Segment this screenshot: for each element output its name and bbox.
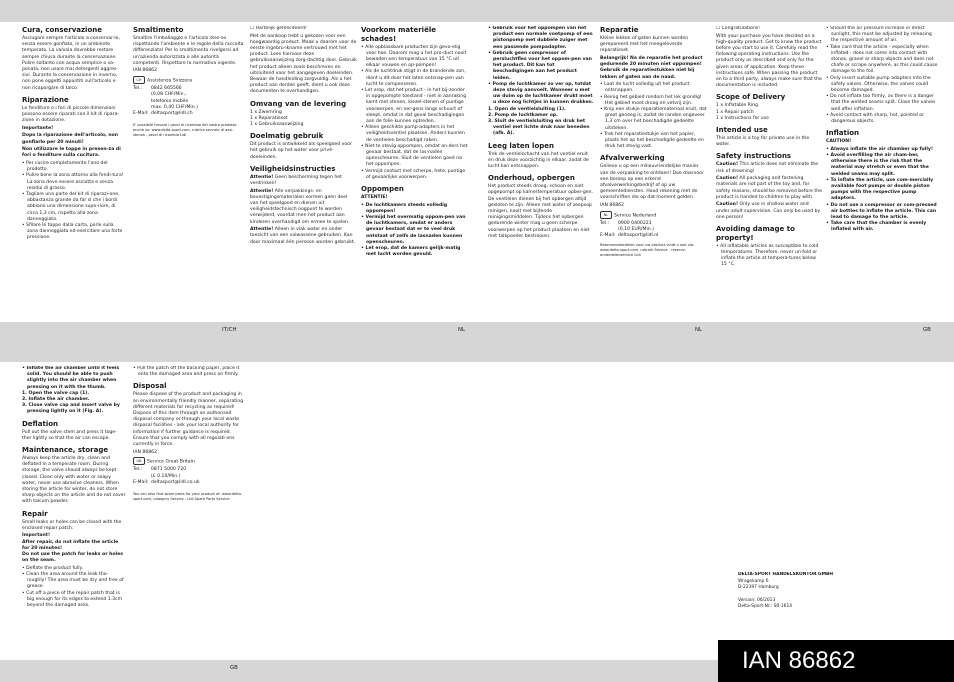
spare-parts-note: You can also find spare parts for your product at: www.delta-sport.com, category Service - Lidl Spare Parts Service bbox=[133, 491, 243, 501]
scope-item: 1 x Gebruiksaanwijzing bbox=[250, 122, 304, 128]
ian-number: IAN 86862 bbox=[133, 449, 158, 455]
list-item: • To inflate the article, use com-mercially available foot pumps or double piston pumps with the respective pump adaptors. bbox=[826, 177, 934, 202]
deflation-text: Pull out the valve stem and press it toge-ther lightly so that the air can escape. bbox=[22, 429, 117, 441]
checkbox-icon: ☐ bbox=[250, 26, 255, 31]
list-item: • Do not use a compressor or com-pressed air bottles to inflate the article. This can lead to damage to the article. bbox=[826, 202, 937, 221]
list-item: • Per cucire completamente l'ano del prodotto. bbox=[22, 161, 108, 173]
list-item: • Tagliare una parte del kit di riparazi-one, abbastanza grande da far sì che i bordi abbiano una dimensione supe-riore, di circa 1,3 cm, rispetto alla zona danneggiata. bbox=[22, 192, 120, 222]
list-item: • Sfilare le toppe dalla carta, porle sulla zona danneggiata ed esercitare una forte pressione. bbox=[22, 223, 123, 241]
heading-inflation: Inflation bbox=[826, 129, 860, 138]
list-item: • Als de luchtdruk stijgt in de brandende zon, dient u dit door het laten ontsnap-pen van lucht te compenseren. bbox=[361, 69, 466, 87]
top-band bbox=[0, 0, 954, 22]
safety-1: Caution! This article does not eliminate the risk of drowning! bbox=[716, 162, 819, 174]
attention-label: ATTENTIE! bbox=[361, 194, 388, 200]
list-item: • Only insert suitable pump adapters into the safety valves. Otherwise, the valves could become damaged. bbox=[826, 75, 931, 94]
service-badge-icon: NL bbox=[600, 211, 612, 219]
list-item: • Let erop, dat het product - in het bij-zonder in opgepompte toestand - niet in aanraking komt met stenen, kiezel-stenen of puntige voorwerpen, en ner-gens langs schuurt of sleept, omdat in dat geval beschadigingen aan de folie kunnen optreden. bbox=[361, 87, 467, 124]
bottom-band bbox=[0, 660, 718, 682]
caution-label: CAUTION! bbox=[826, 139, 852, 145]
heading-care: Cura, conservazione bbox=[22, 26, 103, 34]
important-text-2: Non utilizzare le toppe in presen-za di fori o fenditure sulla cucitura. bbox=[22, 147, 121, 159]
footer-gb-2: GB bbox=[230, 665, 238, 671]
heading-inflate: Oppompen bbox=[361, 184, 404, 193]
column-repair-nl bbox=[600, 26, 708, 322]
heading-maintenance: Onderhoud, opbergen bbox=[488, 174, 575, 183]
list-item: • Inflate the air chamber until it feels solid. You should be able to push slightly into the air chamber when pressing on it with the thumb. bbox=[22, 366, 120, 390]
heading-damage: Voorkom materiële schades! bbox=[361, 26, 436, 43]
intended-use-text: This article is a toy for private use in the water. bbox=[716, 136, 810, 148]
list-item: • Deflate the product fully. bbox=[22, 565, 84, 571]
repair-text: Kleine lekken of gaten kunnen worden gerepareerd met het meegeleverde reparatieset. bbox=[600, 36, 689, 54]
step: 3. Sluit de ventielsluiting en druk het ventiel met lichte druk naar beneden (afb. A). bbox=[488, 119, 590, 137]
company-city: D-22397 Hamburg bbox=[738, 585, 779, 590]
heading-deflation: Deflation bbox=[22, 419, 59, 428]
safety-1: Attentie! Geen bescherming tegen het verdrinken! bbox=[250, 174, 342, 187]
safety-3: Attentie! Alleen in vlak water en onder toezicht van een volwassene gebruiken. Kan door maximaal één persoon worden gebruikt. bbox=[250, 227, 356, 245]
scope-item: 1 x Inflatable Ring bbox=[716, 103, 758, 109]
heading-maintenance: Maintenance, storage bbox=[22, 446, 109, 455]
heading-waste: Afvalverwerking bbox=[600, 154, 665, 163]
spare-parts-note: E' possibile trovare i pezzi di ricambio del vostro prodotto anche su: www.delta-sport.com, rubrica servizio di assi-stenza - pezzi di ricambio Lidl bbox=[133, 123, 237, 138]
list-item: • Take care that the article - especially when inflated - does not come into contact with stones, gravel or sharp objects and does not chafe or scrape anywhere, as this could cause damage to the foil. bbox=[826, 44, 938, 75]
heading-repair: Repair bbox=[22, 509, 48, 518]
list-item: • Gebruik voor het oppompen van het product een normale voetpomp of een pistonpomp met dubbele zuiger met een passende pompadapter. bbox=[488, 26, 593, 50]
service-name: CH Assistenza Svizzera bbox=[133, 76, 245, 85]
middle-band bbox=[0, 322, 954, 362]
heading-deflate: Leeg laten lopen bbox=[488, 141, 554, 150]
safety-2: Attentie! Alle verpakkings- en bevestigingsmaterialen vormen geen deel van het speelgoed en dienen uit veiligheidstechnisch oogpunt te worden verwijderd, voordat men het product aan kinderen overhandigd om ermee te spelen. bbox=[250, 188, 350, 225]
footer-it-ch: IT/CH bbox=[222, 327, 237, 333]
column-inflation-gb bbox=[826, 26, 938, 322]
heading-scope: Omvang van de levering bbox=[250, 99, 347, 108]
footer-nl-1: NL bbox=[458, 327, 466, 333]
service-contact: Tel.: 0900 0400223 (0,10 EUR/Min.) E-Mail: deltasport@lidl.nl bbox=[600, 220, 659, 239]
list-item: • Gebruik geen compressor of persluchtfles voor het oppom-pen van het product. Dit kan tot beschadigingen aan het product leiden. bbox=[488, 50, 592, 81]
list-item: • Clean the area around the leak tho-roughly! The area must be dry and free of grease. bbox=[22, 572, 124, 590]
heading-repair: Riparazione bbox=[22, 95, 69, 104]
deflate-text: Trek de ventielschacht van het ventiel eruit en druk deze voorzichtig in elkaar, zodat de lucht kan ontsnappen. bbox=[488, 151, 590, 170]
list-item: • Alleen geschikte pomp-adapters in het veiligheidsventiel plaatsen. Anders kunnen de ventielen beschadigd raken. bbox=[361, 125, 465, 143]
column-disposal-it bbox=[133, 26, 245, 322]
service-badge-icon: GB bbox=[133, 457, 145, 465]
list-item: • Take care that the chamber is evenly inflated with air. bbox=[826, 221, 927, 233]
list-item: • Reinig het gebied rondom het lek grondig! Het gebied moet droog en vetvrij zijn. bbox=[600, 94, 702, 106]
service-badge-icon: CH bbox=[133, 76, 145, 84]
ian-number: IAN 86862 bbox=[600, 203, 625, 209]
intro-text: With your purchase you have decided on a high-quality product. Get to know the product before you start to use it. Carefully read the following operating instructions. Use the product only as described and only for the given areas of application. Keep these instructions safe. When passing the product on to a third party, always make sure that the documentation is included. bbox=[716, 33, 822, 89]
column-inflate-nl bbox=[488, 26, 594, 322]
heading-safety: Safety instructions bbox=[716, 152, 792, 161]
list-item: • All inflatable articles as susceptible to cold temperatures. Therefore, never un-fold or inflate the article at tempera-tures below 15 °C. bbox=[716, 243, 819, 268]
list-item: • Always inflate the air chamber up fully! bbox=[826, 146, 934, 152]
ian-banner: IAN 86862 bbox=[718, 640, 954, 682]
product-code: Delta-Sport-Nr.: SR-1614 bbox=[738, 604, 793, 609]
step: 2. Inflate the air chamber. bbox=[22, 397, 90, 403]
list-item: • Avoid overfilling the air cham-ber, otherwise there is the risk that the material may stretch or even that the welded seams may split. bbox=[826, 153, 929, 177]
version: Version: 06/2013 bbox=[738, 597, 776, 603]
step: 1. Open the valve cap (1). bbox=[22, 390, 90, 396]
service-name: GB Service Great Britain bbox=[133, 457, 245, 466]
safety-3: Caution! Only use in shallow water and under adult supervision. Can only be used by one person! bbox=[716, 202, 821, 220]
scope-item: 1 x Zwemring bbox=[250, 109, 282, 115]
footer-nl-2: NL bbox=[695, 327, 703, 333]
column-intro-nl bbox=[250, 26, 357, 322]
important-text-1: Dopo la riparazione dell'articolo, non gonfiarlo per 20 minuti! bbox=[22, 133, 119, 145]
important-text-2: Do not use the patch for leaks or holes on the seam. bbox=[22, 552, 123, 564]
column-disposal-gb bbox=[133, 366, 245, 658]
list-item: • Pull the patch off the backing paper, place it onto the damaged area and press on firmly. bbox=[133, 366, 240, 378]
step: 1. Open de ventielsluiting (1). bbox=[488, 106, 566, 112]
disposal-text: Smaltire l'imballaggio e l'articolo stes-so rispettando l'ambiente e le regole della raccolta differenziata! Per lo smaltimento rivolgersi ad un'azienda autorizzata o alle autorità competenti. Rispettare la normativa vigente. bbox=[133, 36, 244, 66]
list-item: • Trek het reparatiestukje van het papier, plaats het op het beschadigde gedeelte en druk het stevig vast. bbox=[600, 131, 704, 150]
list-item: • Do not inflate too firmly, as there is a danger that the welded seams split. Close the valves well after inflation. bbox=[826, 94, 936, 112]
congrats-line: ☐ Congratulations! bbox=[716, 26, 760, 31]
waste-text: Gelieve u op een milieuvriendelijke manier van de verpakking te ontdoen! Doe daarvoor een beroep op een erkend afvalverwerkingsbedrijf of op uw gemeentediensten. Houd rekening met de voorschriften die op dat moment gelden. bbox=[600, 164, 704, 201]
heading-intended-use: Doelmatig gebruik bbox=[250, 132, 324, 141]
checkbox-icon: ☐ bbox=[716, 26, 721, 31]
heading-disposal: Disposal bbox=[133, 382, 167, 391]
safety-2: Caution! All packaging and fastening materials are not part of the toy and, for safety reasons, should be removed before the product is handed to children to play with. bbox=[716, 176, 822, 200]
footer-gb-1: GB bbox=[923, 327, 931, 333]
important-text-1: After repair, do not inflate the article for 20 minutes! bbox=[22, 539, 119, 551]
list-item: • Vermijd het overmatig oppom-pen van de luchtkamers, omdat er anders gevaar bestaat dat er te veel druk ontstaat of zelfs de lasnaden kunnen openscheuren. bbox=[361, 214, 466, 245]
maintenance-text: Always keep the article dry, clean and deflated in a temperate room. During storage, the valve should always be kept closed. Clean only with water or soapy water, never use abrasive cleaners. When storing the article for winter, do not store sharp objects on the article and do not cover with talcum powder. bbox=[22, 456, 126, 505]
imprint-block bbox=[738, 572, 888, 632]
heading-intended-use: Intended use bbox=[716, 126, 768, 135]
list-item: • Cut off a piece of the repair patch that is big enough for its edges to extend 1.3cm beyond the damaged area. bbox=[22, 590, 123, 609]
heading-avoid-damage: Avoiding damage to property! bbox=[716, 225, 795, 242]
company-street: Wragekamp 6 bbox=[738, 578, 769, 584]
heading-disposal: Smaltimento bbox=[133, 26, 184, 34]
scope-item: 1 x Instructions for use bbox=[716, 115, 769, 121]
scope-item: 1 x Repair patch bbox=[716, 109, 754, 115]
step: 3. Close valve cap and insert valve by pressing lightly on it (Fig. A). bbox=[22, 403, 120, 415]
congrats-line: ☐ Hartelijk gefeliciteerd! bbox=[250, 26, 307, 31]
intro-text: Met de aankoop hebt u gekozen voor een hoogwaardig product. Maak u daarom voor de eerste ingebru-ikname vertrouwd met het product. Lees hiervoor deze gebruiksaanwijzing zorg-dachtig door. Gebruik het product alleen zoals beschreven en uitsluitend voor het aangegeven doeleinden. Bewaar de handleiding zorgvuldig. Als u het product aan derden geeft, dient u ook deze documenten te overhandigen. bbox=[250, 33, 357, 95]
scope-item: 1 x Reparatieset bbox=[250, 115, 288, 121]
list-item: • Avoid contact with sharp, hot, pointed or dangerous objects. bbox=[826, 112, 924, 125]
column-intro-gb bbox=[716, 26, 822, 322]
repair-important: Belangrijk! Na de reparatie het product gedurende 20 minuten niet oppompen! Gebruik de reparatiestukken niet bij lekken of gaten aan de naad. bbox=[600, 56, 703, 80]
heading-scope: Scope of Delivery bbox=[716, 93, 786, 102]
intended-use-text: Dit product is ontwikkeld als speelgoed voor het gebruik op het water voor privé-doeleinden. bbox=[250, 142, 352, 160]
list-item: • Pulire bene la zona attorno alla fendi-tura! La zona deve essere asciutta e senza residui di grasso. bbox=[22, 173, 124, 191]
repair-text: Small leaks or holes can be closed with the enclosed repair patch. bbox=[22, 519, 122, 531]
list-item: • Vermijd contact met scherpe, hete, puntige of gevaarlijke voorwerpen. bbox=[361, 168, 466, 180]
care-text: Asciugare sempre l'articolo a conservar-lo, senza essere gonfiato, in un ambiente temperato. La valvola dovrebbe restare sempre chiusa durante la conservazione. Pulire soltanto con acqua semplice o sa-ponata, non usare mai detergenti aggres-sivi. Durante la conservazione in inverno, non pone oggetti appuntiti sull'articolo e non ricaporgare di talco. bbox=[22, 36, 120, 91]
repair-text: Le fenditure o i fori di piccole dimensioni possono essere riparati con il kit di ripara-zione in dotazione. bbox=[22, 105, 119, 124]
step: 2. Pomp de luchtkamer op. bbox=[488, 112, 558, 118]
important-label: Importante! bbox=[22, 125, 54, 131]
service-contact: Tel.: 0842 665566 (0,08 CHF/Min., telefonia mobile max. 0,40 CHF/Min.) E-Mail: deltasport@lidl.ch bbox=[133, 86, 198, 116]
heading-safety: Veiligheidsinstructies bbox=[250, 164, 336, 173]
important-label: Important! bbox=[22, 533, 51, 539]
ian-number: IAN 86862 bbox=[133, 68, 158, 74]
list-item: • De luchtkamers steeds volledig oppompen! bbox=[361, 202, 448, 214]
service-name: NL Service Nederland bbox=[600, 211, 708, 220]
maintenance-text: Het product steeds droog, schoon en niet opgepompt op kamertemperatuur opber-gen. De ventielen dienen bij het opbergen altijd gesloten te zijn. Alleen met water of zeepsop reinigen, nooit met bijtende reinigingsmiddelen. Tijdens het opbergen gedurende winter mag u geen scherpe voorwerpen op het product plaatsen en niet met talkpoeder bestrooien. bbox=[488, 184, 593, 239]
service-contact: Tel.: 0871 5000 720 (£ 0.10/Min.) E-Mail: deltasport@lidl.co.uk bbox=[133, 467, 200, 485]
disposal-text: Please dispose of the product and packaging in an environmentally friendly manner, separating different materials for recycling as required! Dispose of this item through an authorised disposal company or through your local waste disposal facilities - ask your local authority for information if further guidance is required. Ensure that you comply with all regulati-ons currently in force. bbox=[133, 392, 244, 448]
heading-repair: Reparatie bbox=[600, 26, 639, 34]
spare-parts-note: Reserveonderdelen voor uw product vindt u ook via: www.delta-sport.com, rubriek Service - reserve-onderdelenservice Lidl bbox=[600, 243, 695, 258]
list-item: • Pomp de luchtkamer zo ver op, totdat deze stevig aanvoelt. Wanneer u met uw duim op de luchtkamer drukt moet u deze nog lichtjes in kunnen drukken. bbox=[488, 81, 594, 106]
company-name: DELTA-SPORT HANDELSKONTOR GMBH bbox=[738, 572, 834, 577]
list-item: • Knip een stukje reparatiemateriaal eruit, dat groot genoeg is, zodat de randen ongeveer 1,3 cm over het beschadigde gedeelte uitsteken. bbox=[600, 107, 707, 131]
column-maintenance-gb bbox=[22, 366, 126, 658]
list-item: • Niet te stevig oppompen, omdat an-ders het gevaar bestaat, dat de las-naden openscheuren. Sluit de ventielen goed na het oppompen. bbox=[361, 143, 468, 168]
column-damage-nl bbox=[361, 26, 468, 322]
list-item: • Should the air pressure increase in direct sunlight, this must be adjusted by releasing the respective amount of air. bbox=[826, 26, 932, 44]
list-item: • Laat de lucht volledig uit het product ontsnappen. bbox=[600, 82, 690, 94]
column-care-repair-it bbox=[22, 26, 124, 322]
list-item: • Alle opblaasbare producten zijn gevo-elig voor hoe. Daarom mag u het pro-duct nooit bewaden een temperatuur van 15 °C uit elkaar vouwen en op-pompen! bbox=[361, 44, 467, 69]
list-item: • Let erop, dat de kamers gelijk-matig met lucht worden gevuld. bbox=[361, 245, 461, 258]
